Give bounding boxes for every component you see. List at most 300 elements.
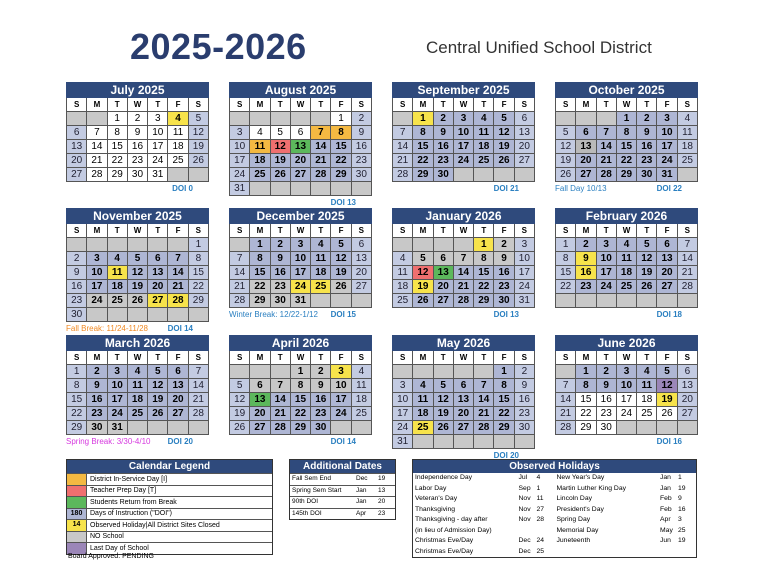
holiday-month: Sep (518, 484, 531, 492)
day-header: M (250, 224, 270, 238)
day-header: T (311, 351, 331, 365)
day-cell (311, 112, 331, 126)
day-cell (454, 365, 474, 379)
day-cell: 10 (148, 126, 168, 140)
holiday-day: 28 (536, 516, 545, 523)
month-footer (555, 182, 698, 195)
day-cell: 4 (637, 365, 657, 379)
day-cell: 23 (494, 280, 514, 294)
day-cell: 3 (87, 252, 107, 266)
day-cell: 22 (556, 280, 576, 294)
holiday-row (413, 505, 696, 516)
day-cell: 16 (87, 393, 107, 407)
holiday-month: Nov (518, 505, 531, 513)
day-cell: 4 (352, 365, 372, 379)
day-cell: 2 (311, 365, 331, 379)
day-cell: 10 (515, 252, 535, 266)
day-cell: 26 (434, 421, 454, 435)
day-header: F (168, 351, 188, 365)
day-cell (637, 421, 657, 435)
day-cell: 21 (454, 280, 474, 294)
day-cell: 7 (678, 238, 698, 252)
day-cell: 16 (67, 280, 87, 294)
month-grid (392, 98, 535, 182)
day-cell: 22 (413, 154, 433, 168)
day-cell: 7 (597, 126, 617, 140)
day-cell: 13 (434, 266, 454, 280)
day-cell: 16 (271, 266, 291, 280)
day-cell: 15 (556, 266, 576, 280)
holiday-entry (413, 494, 555, 505)
day-cell: 13 (148, 266, 168, 280)
holiday-day: 11 (536, 495, 544, 502)
day-cell: 18 (352, 393, 372, 407)
additional-dates (289, 459, 396, 520)
day-cell (128, 421, 148, 435)
day-cell: 23 (576, 280, 596, 294)
day-cell (331, 421, 351, 435)
day-cell: 22 (576, 407, 596, 421)
day-header: F (494, 224, 514, 238)
day-cell: 1 (576, 365, 596, 379)
holiday-entry (413, 505, 555, 516)
holiday-name: New Year's Day (556, 474, 605, 481)
holiday-entry (413, 536, 555, 547)
day-cell: 31 (148, 168, 168, 182)
day-cell: 8 (291, 379, 311, 393)
day-cell: 15 (67, 393, 87, 407)
day-cell (393, 365, 413, 379)
day-cell: 30 (434, 168, 454, 182)
holiday-month: Dec (518, 537, 531, 544)
day-cell: 3 (597, 238, 617, 252)
doi-count: DOI 21 (493, 184, 519, 193)
holiday-month: Nov (518, 516, 531, 523)
day-header: T (434, 351, 454, 365)
day-cell: 17 (597, 266, 617, 280)
month-grid (392, 351, 535, 449)
day-cell: 9 (515, 379, 535, 393)
day-cell: 27 (148, 294, 168, 308)
day-cell (617, 294, 637, 308)
day-cell (230, 238, 250, 252)
day-cell: 11 (474, 126, 494, 140)
day-cell: 15 (291, 393, 311, 407)
day-cell: 21 (474, 407, 494, 421)
holiday-name: Juneteenth (556, 537, 591, 544)
day-cell: 30 (311, 421, 331, 435)
holiday-name: Christmas Eve/Day (415, 537, 474, 544)
holiday-day: 25 (678, 526, 686, 534)
legend-label: Days of Instruction ("DOI") (90, 510, 172, 518)
day-cell: 22 (331, 154, 351, 168)
day-cell (617, 421, 637, 435)
day-cell: 31 (515, 294, 535, 308)
day-header: S (230, 98, 250, 112)
month-8 (66, 335, 209, 448)
day-cell: 3 (657, 112, 677, 126)
day-cell: 6 (291, 126, 311, 140)
day-cell: 4 (678, 112, 698, 126)
day-cell: 11 (128, 379, 148, 393)
day-header: T (271, 98, 291, 112)
month-title: December 2025 (229, 208, 372, 224)
day-cell: 1 (250, 238, 270, 252)
doi-count: DOI 18 (656, 310, 682, 319)
day-cell: 17 (230, 154, 250, 168)
day-header: S (515, 98, 535, 112)
holiday-month (660, 547, 678, 558)
day-header: F (657, 98, 677, 112)
day-cell: 23 (352, 154, 372, 168)
day-cell: 6 (352, 238, 372, 252)
day-cell: 8 (576, 379, 596, 393)
day-cell (454, 435, 474, 449)
holiday-month: Jun (660, 537, 671, 544)
month-grid (555, 98, 698, 182)
day-cell (434, 365, 454, 379)
day-cell: 24 (515, 280, 535, 294)
holiday-name: Thanksgiving (415, 505, 456, 513)
holiday-name: Veteran's Day (415, 495, 458, 502)
day-cell: 11 (250, 140, 270, 154)
day-cell: 5 (434, 379, 454, 393)
day-cell: 7 (393, 126, 413, 140)
day-header: T (637, 98, 657, 112)
day-cell: 27 (168, 407, 188, 421)
day-cell: 12 (413, 266, 433, 280)
day-cell: 31 (657, 168, 677, 182)
day-cell: 21 (597, 154, 617, 168)
day-cell: 13 (168, 379, 188, 393)
day-cell (515, 168, 535, 182)
day-cell: 24 (393, 421, 413, 435)
legend-item (67, 496, 272, 508)
day-cell: 30 (352, 168, 372, 182)
day-cell: 5 (189, 112, 209, 126)
month-footer (555, 435, 698, 448)
doi-count: DOI 14 (330, 437, 356, 446)
day-cell: 19 (434, 407, 454, 421)
day-cell: 21 (311, 154, 331, 168)
day-cell: 20 (168, 393, 188, 407)
day-cell (189, 421, 209, 435)
day-header: F (494, 98, 514, 112)
day-cell: 14 (230, 266, 250, 280)
day-cell (474, 168, 494, 182)
day-cell: 22 (474, 280, 494, 294)
day-cell: 6 (168, 365, 188, 379)
day-header: F (168, 98, 188, 112)
day-cell: 7 (230, 252, 250, 266)
day-cell: 12 (189, 126, 209, 140)
holiday-name: Independence Day (415, 474, 473, 481)
day-cell: 28 (597, 168, 617, 182)
day-cell: 6 (148, 252, 168, 266)
day-header: T (597, 98, 617, 112)
day-cell: 8 (108, 126, 128, 140)
day-cell: 3 (331, 365, 351, 379)
month-footer (555, 308, 698, 321)
day-cell (352, 182, 372, 196)
day-cell: 1 (617, 112, 637, 126)
day-cell: 27 (515, 154, 535, 168)
day-cell (189, 168, 209, 182)
day-header: T (108, 351, 128, 365)
day-cell (87, 238, 107, 252)
day-cell: 6 (67, 126, 87, 140)
day-cell: 11 (617, 252, 637, 266)
day-cell: 29 (331, 168, 351, 182)
day-cell: 25 (393, 294, 413, 308)
day-cell (393, 238, 413, 252)
day-cell: 10 (597, 252, 617, 266)
holiday-day: 4 (536, 474, 541, 481)
day-header: T (597, 351, 617, 365)
day-cell: 4 (108, 252, 128, 266)
day-header: F (331, 98, 351, 112)
day-cell: 15 (189, 266, 209, 280)
day-header: S (515, 351, 535, 365)
day-cell: 29 (413, 168, 433, 182)
doi-count: DOI 13 (330, 198, 356, 207)
day-cell: 13 (576, 140, 596, 154)
additional-date-row (290, 485, 395, 497)
day-cell: 27 (291, 168, 311, 182)
legend-item (67, 473, 272, 485)
day-cell: 23 (311, 407, 331, 421)
month-title: July 2025 (66, 82, 209, 98)
day-header: F (657, 351, 677, 365)
day-cell: 17 (108, 393, 128, 407)
month-0 (66, 82, 209, 195)
day-cell: 14 (678, 252, 698, 266)
day-header: M (576, 98, 596, 112)
day-cell: 26 (556, 168, 576, 182)
day-cell: 19 (657, 393, 677, 407)
holiday-month: Jul (518, 474, 528, 481)
day-cell: 8 (331, 126, 351, 140)
day-cell: 17 (291, 266, 311, 280)
day-cell (352, 294, 372, 308)
day-cell: 23 (67, 294, 87, 308)
day-cell (657, 294, 677, 308)
day-cell: 22 (291, 407, 311, 421)
day-cell (494, 435, 514, 449)
day-header: M (87, 351, 107, 365)
day-cell: 17 (657, 140, 677, 154)
day-cell (148, 421, 168, 435)
holiday-month (519, 526, 537, 537)
day-cell: 10 (393, 393, 413, 407)
day-cell: 2 (597, 365, 617, 379)
day-cell: 18 (108, 280, 128, 294)
additional-date-name: 145th DOI (292, 509, 322, 517)
day-cell: 22 (617, 154, 637, 168)
day-cell (474, 365, 494, 379)
day-cell: 16 (494, 266, 514, 280)
day-cell: 23 (434, 154, 454, 168)
holiday-entry (413, 547, 555, 558)
day-cell: 4 (250, 126, 270, 140)
day-cell: 15 (474, 266, 494, 280)
day-cell: 11 (678, 126, 698, 140)
month-6 (392, 208, 535, 321)
day-cell (413, 365, 433, 379)
holiday-day: 19 (678, 484, 686, 492)
day-header: T (474, 98, 494, 112)
day-cell (271, 365, 291, 379)
day-cell (87, 112, 107, 126)
month-2 (392, 82, 535, 195)
holiday-entry (555, 505, 697, 516)
day-cell: 25 (250, 168, 270, 182)
day-cell: 13 (454, 393, 474, 407)
day-cell: 10 (657, 126, 677, 140)
day-cell: 3 (148, 112, 168, 126)
month-title: June 2026 (555, 335, 698, 351)
observed-holidays (412, 459, 697, 558)
day-cell (454, 238, 474, 252)
day-cell: 18 (413, 407, 433, 421)
holiday-month: Feb (660, 505, 672, 513)
day-cell: 29 (189, 294, 209, 308)
day-cell: 27 (352, 280, 372, 294)
month-grid (66, 98, 209, 182)
day-cell (148, 238, 168, 252)
day-header: S (352, 98, 372, 112)
day-cell: 1 (474, 238, 494, 252)
holiday-row (413, 484, 696, 495)
day-cell: 25 (413, 421, 433, 435)
day-cell (271, 182, 291, 196)
day-cell: 25 (108, 294, 128, 308)
board-approval-note: Board Approved: PENDING (68, 553, 154, 560)
day-cell: 8 (556, 252, 576, 266)
day-cell: 25 (474, 154, 494, 168)
district-name: Central Unified School District (426, 38, 652, 57)
holiday-row (413, 515, 696, 526)
day-cell: 16 (352, 140, 372, 154)
day-cell: 14 (474, 393, 494, 407)
additional-date-month: Jan (356, 486, 367, 494)
day-cell (128, 238, 148, 252)
day-cell: 16 (311, 393, 331, 407)
month-grid (229, 98, 372, 196)
day-cell: 8 (67, 379, 87, 393)
day-cell: 24 (108, 407, 128, 421)
day-header: S (515, 224, 535, 238)
day-cell: 19 (556, 154, 576, 168)
day-cell: 21 (556, 407, 576, 421)
day-cell: 26 (230, 421, 250, 435)
day-cell: 21 (230, 280, 250, 294)
day-header: S (393, 224, 413, 238)
day-header: S (189, 224, 209, 238)
day-cell: 2 (434, 112, 454, 126)
day-cell (67, 112, 87, 126)
day-cell: 26 (657, 407, 677, 421)
day-cell: 15 (576, 393, 596, 407)
month-4 (66, 208, 209, 335)
day-cell: 14 (556, 393, 576, 407)
day-cell: 4 (617, 238, 637, 252)
day-cell: 19 (189, 140, 209, 154)
day-cell: 12 (148, 379, 168, 393)
day-cell: 7 (87, 126, 107, 140)
day-cell: 28 (678, 280, 698, 294)
day-cell (311, 182, 331, 196)
day-cell: 26 (494, 154, 514, 168)
day-header: T (271, 224, 291, 238)
month-footer (66, 435, 209, 448)
day-cell: 6 (657, 238, 677, 252)
day-header: S (556, 224, 576, 238)
day-cell: 2 (271, 238, 291, 252)
day-cell: 23 (597, 407, 617, 421)
day-cell: 20 (67, 154, 87, 168)
day-cell: 7 (474, 379, 494, 393)
day-cell: 24 (597, 280, 617, 294)
day-cell: 19 (494, 140, 514, 154)
day-header: S (678, 98, 698, 112)
day-cell: 12 (434, 393, 454, 407)
holiday-month: Jan (660, 484, 671, 492)
day-cell: 3 (291, 238, 311, 252)
holiday-row (413, 547, 696, 558)
holiday-day: 3 (678, 516, 682, 523)
month-grid (229, 224, 372, 308)
holiday-entry (413, 515, 555, 526)
day-cell: 26 (148, 407, 168, 421)
day-cell (434, 435, 454, 449)
day-cell: 24 (291, 280, 311, 294)
month-note: Winter Break: 12/22-1/12 (229, 310, 318, 319)
holiday-month: Dec (518, 547, 531, 555)
day-cell: 2 (128, 112, 148, 126)
day-header: F (331, 351, 351, 365)
day-cell: 7 (189, 365, 209, 379)
additional-date-name: Fall Sem End (292, 475, 332, 482)
day-cell: 25 (168, 154, 188, 168)
day-cell: 6 (250, 379, 270, 393)
month-title: October 2025 (555, 82, 698, 98)
holiday-name: Martin Luther King Day (556, 484, 627, 492)
day-header: S (230, 224, 250, 238)
month-title: February 2026 (555, 208, 698, 224)
day-cell (168, 168, 188, 182)
day-cell: 2 (352, 112, 372, 126)
day-cell (87, 308, 107, 322)
day-header: S (678, 351, 698, 365)
day-cell: 4 (413, 379, 433, 393)
day-cell: 24 (230, 168, 250, 182)
day-cell: 9 (271, 252, 291, 266)
day-cell: 9 (67, 266, 87, 280)
day-cell (108, 238, 128, 252)
day-cell: 27 (678, 407, 698, 421)
day-cell: 4 (128, 365, 148, 379)
day-header: T (148, 224, 168, 238)
day-header: W (454, 224, 474, 238)
day-header: M (87, 224, 107, 238)
day-header: W (291, 98, 311, 112)
day-cell: 21 (168, 280, 188, 294)
day-cell: 24 (87, 294, 107, 308)
holiday-entry (413, 484, 555, 495)
day-header: S (189, 351, 209, 365)
holiday-day (678, 547, 696, 558)
